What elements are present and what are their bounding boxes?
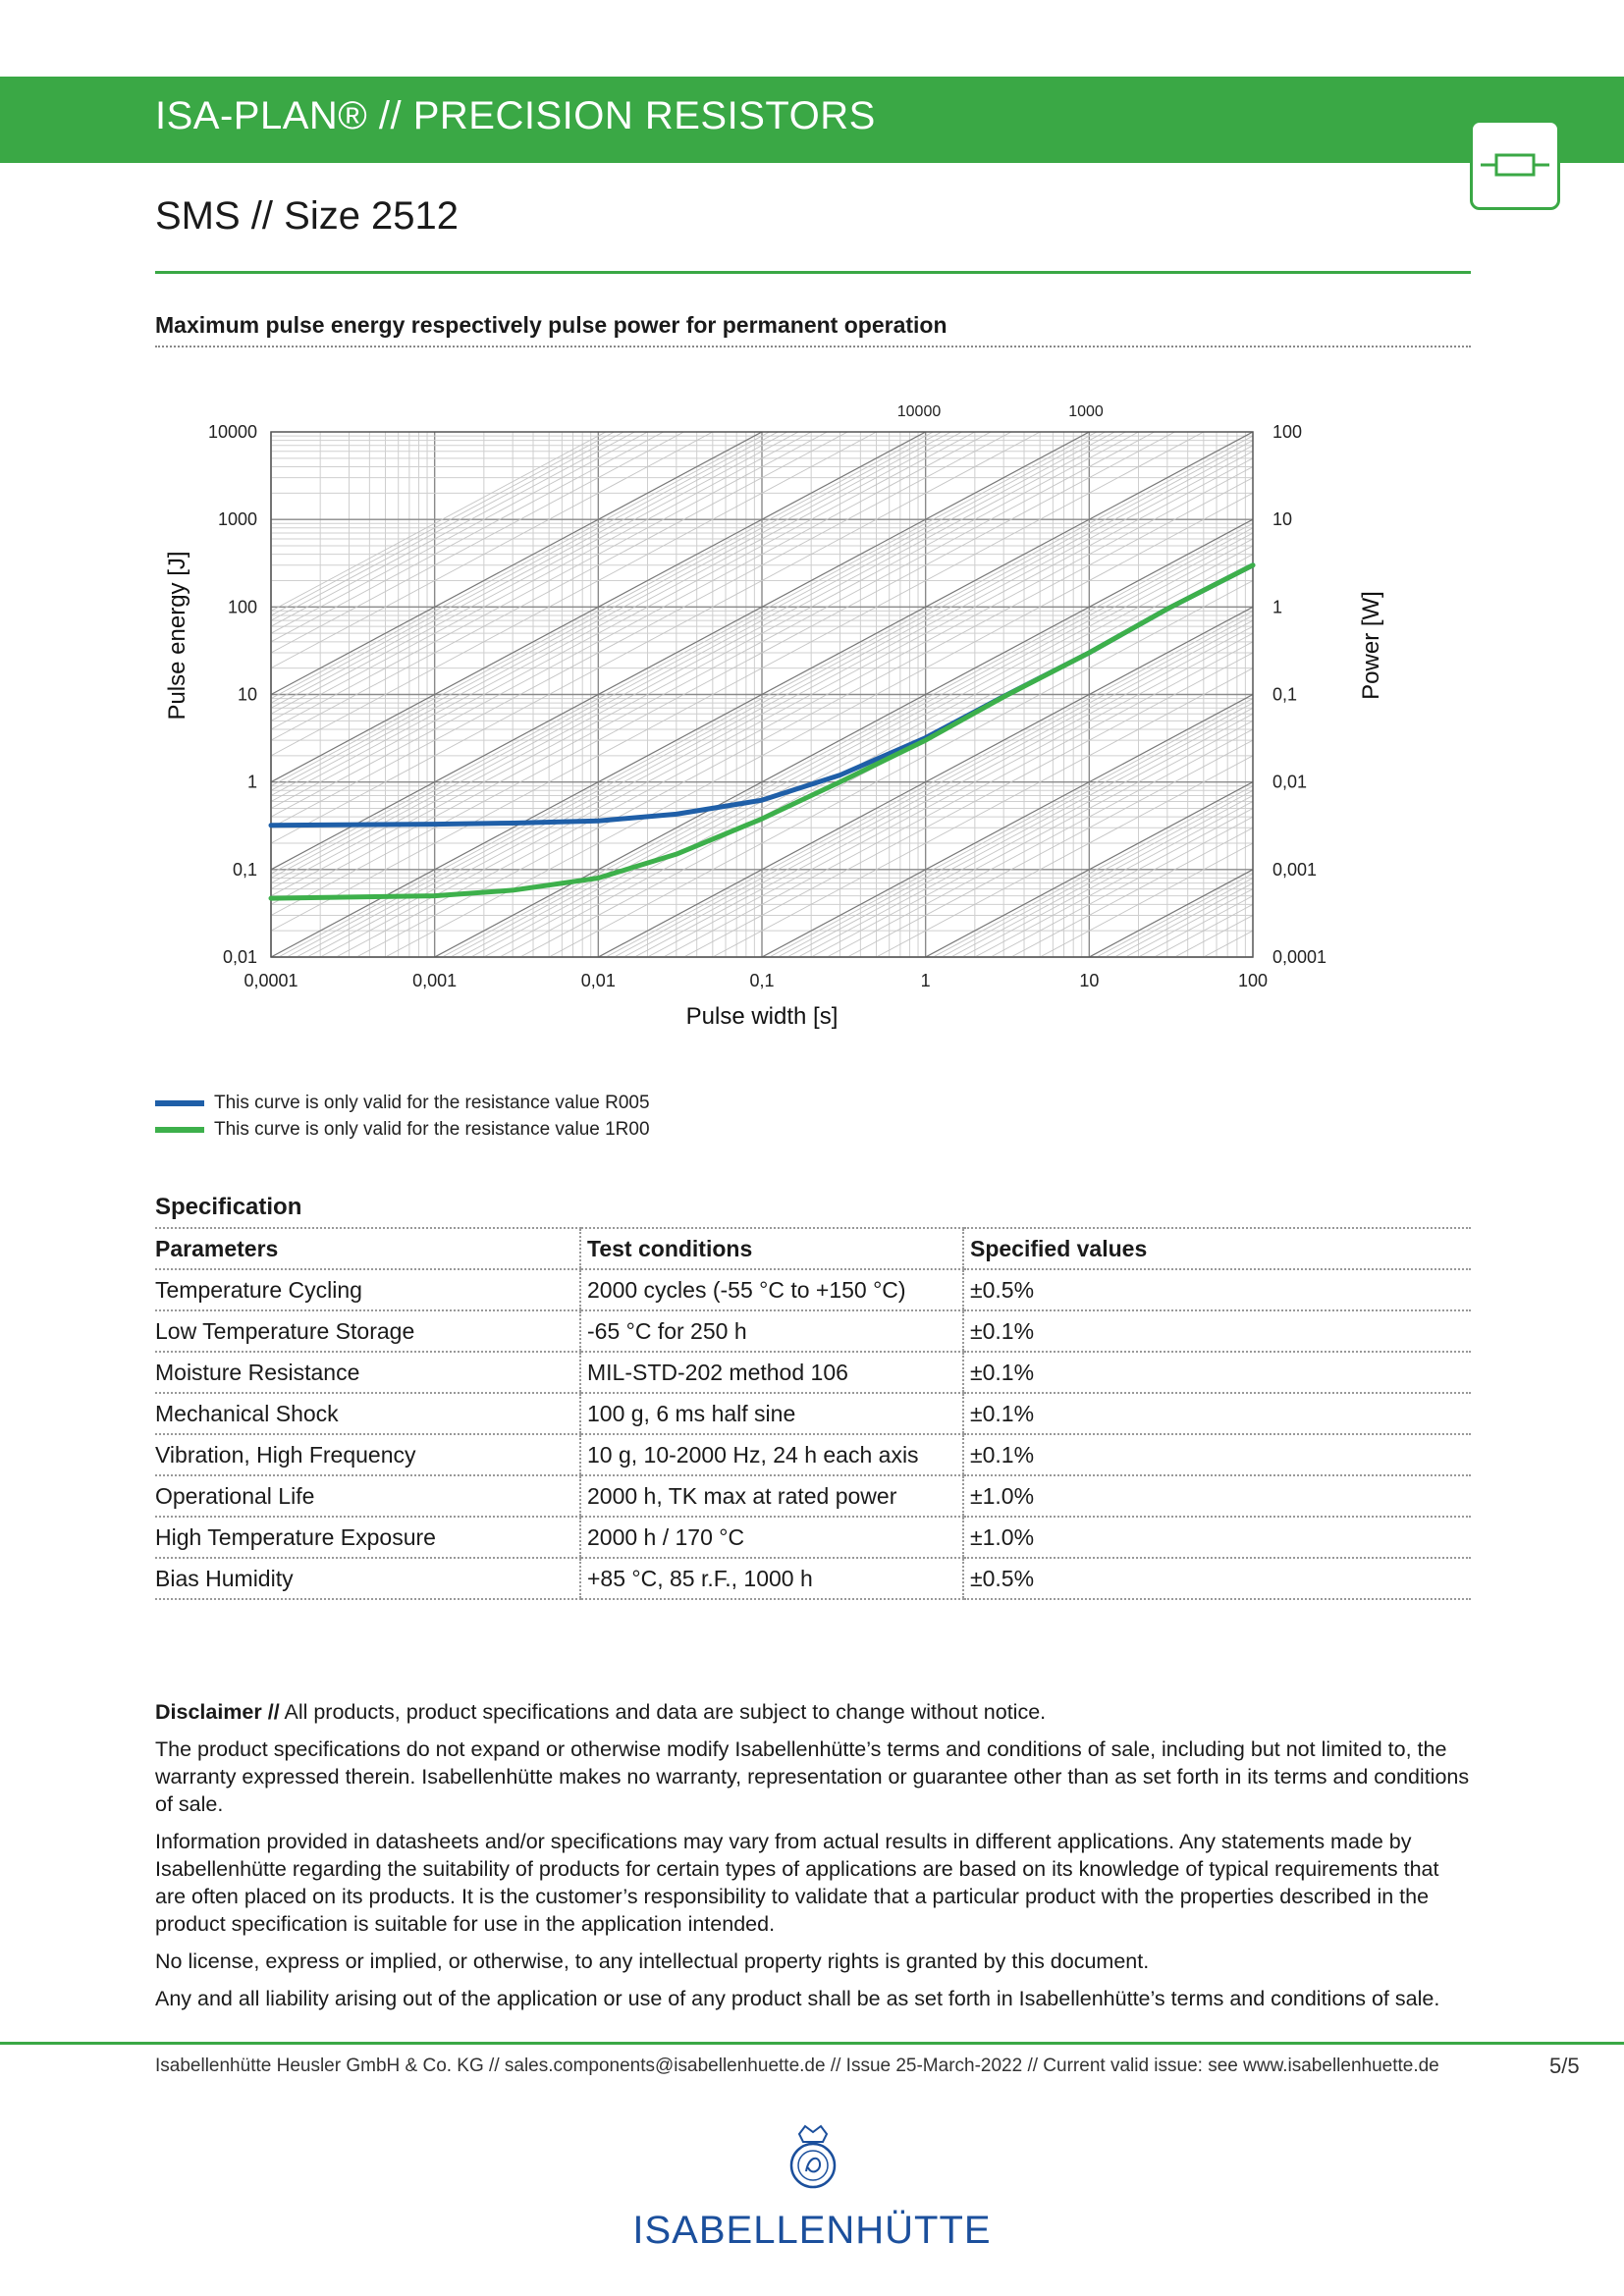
header-title: ISA-PLAN® // PRECISION RESISTORS	[155, 94, 876, 137]
y-right-tick-label: 10	[1272, 509, 1293, 530]
y-right-tick-label: 1	[1272, 597, 1283, 617]
legend-label: This curve is only valid for the resistance value R005	[214, 1093, 650, 1113]
footer-divider	[0, 2042, 1624, 2045]
cell: 10 g, 10-2000 Hz, 24 h each axis	[580, 1434, 963, 1475]
y-right-tick-label: 0,01	[1272, 772, 1308, 792]
y-tick-label: 100	[227, 597, 257, 617]
cell: Moisture Resistance	[155, 1352, 580, 1393]
cell: 100 g, 6 ms half sine	[580, 1393, 963, 1434]
disclaimer-first: All products, product specifications and data are subject to change without notice.	[279, 1700, 1047, 1724]
cell: ±1.0%	[963, 1475, 1471, 1517]
cell: Vibration, High Frequency	[155, 1434, 580, 1475]
table-row	[155, 1558, 1471, 1599]
cell: Low Temperature Storage	[155, 1310, 580, 1352]
y-right-tick-label: 0,001	[1272, 859, 1318, 880]
legend-swatch	[155, 1127, 204, 1133]
x-tick-label: 100	[1237, 971, 1269, 990]
footer-text: Isabellenhütte Heusler GmbH & Co. KG // sales.components@isabellenhuette.de // Issue 25-March-2022 // Current valid issue: see www.isabellenhuette.de	[155, 2056, 1439, 2076]
cell: ±0.1%	[963, 1393, 1471, 1434]
y-right-tick-label: 0,0001	[1272, 947, 1327, 967]
table-row	[155, 1310, 1471, 1352]
table-row	[155, 1393, 1471, 1434]
y-tick-label: 0,01	[222, 947, 257, 967]
pulse-energy-chart	[147, 393, 1424, 1060]
isabellenhuette-crest-icon	[776, 2120, 850, 2204]
y-tick-label: 1	[246, 772, 257, 792]
spec-title: Specification	[155, 1194, 302, 1220]
y-tick-label: 0,1	[232, 859, 257, 880]
chart-section-title: Maximum pulse energy respectively pulse power for permanent operation	[155, 312, 947, 338]
x-tick-label: 0,1	[749, 971, 775, 990]
disclaimer-lead: Disclaimer //	[155, 1700, 280, 1724]
cell: 2000 cycles (-55 °C to +150 °C)	[580, 1269, 963, 1310]
y-tick-label: 1000	[217, 509, 257, 530]
y-tick-label: 10000	[207, 422, 257, 442]
spec-table	[155, 1227, 1471, 1600]
legend-item-1r00	[155, 1119, 650, 1141]
disclaimer	[155, 1698, 1471, 2022]
power-line	[271, 1048, 1253, 1060]
resistor-symbol-icon	[1470, 120, 1560, 210]
cell: High Temperature Exposure	[155, 1517, 580, 1558]
y-right-axis-title: Power [W]	[1358, 591, 1384, 700]
disclaimer-paragraph: No license, express or implied, or otherwise, to any intellectual property rights is granted by this document.	[155, 1949, 1150, 1973]
divider	[155, 346, 1471, 347]
cell: 2000 h / 170 °C	[580, 1517, 963, 1558]
cell: ±1.0%	[963, 1517, 1471, 1558]
page-number: 5/5	[1549, 2054, 1580, 2078]
cell: ±0.1%	[963, 1434, 1471, 1475]
cell: ±0.5%	[963, 1269, 1471, 1310]
legend-item-r005	[155, 1093, 650, 1114]
table-row	[155, 1434, 1471, 1475]
power-line	[271, 1044, 1253, 1060]
x-tick-label: 10	[1079, 971, 1100, 990]
y-tick-label: 10	[237, 684, 257, 705]
top-power-label: 10000	[896, 403, 942, 420]
cell: ±0.1%	[963, 1310, 1471, 1352]
cell: ±0.1%	[963, 1352, 1471, 1393]
cell: ±0.5%	[963, 1558, 1471, 1599]
product-subtitle: SMS // Size 2512	[155, 194, 460, 238]
divider	[155, 271, 1471, 274]
table-row	[155, 1517, 1471, 1558]
legend-swatch	[155, 1100, 204, 1106]
y-axis-title: Pulse energy [J]	[164, 551, 190, 721]
power-line	[271, 1053, 1253, 1060]
table-row	[155, 1475, 1471, 1517]
cell: Operational Life	[155, 1475, 580, 1517]
disclaimer-paragraph: Information provided in datasheets and/or specifications may vary from actual results in different applications. Any statements made by Isabellenhütte regarding the suitability of products for certain types of applications are based on its knowledge of typical requirements that are often placed on its products. It is the customer’s responsibility to validate that a particular product with the properties described in the product specification is suitable for use in the application intended.	[155, 1830, 1439, 1936]
y-right-tick-label: 100	[1272, 422, 1303, 442]
top-power-label: 1000	[1068, 403, 1104, 420]
table-row	[155, 1352, 1471, 1393]
disclaimer-paragraph: The product specifications do not expand or otherwise modify Isabellenhütte’s terms and conditions of sale, including but not limited to, the warranty expressed therein. Isabellenhütte makes no warranty, representation or guarantee other than as set forth in its terms and conditions of sale.	[155, 1737, 1470, 1816]
x-axis-title: Pulse width [s]	[685, 1003, 839, 1030]
column-header: Test conditions	[580, 1228, 963, 1269]
disclaimer-paragraph: Any and all liability arising out of the application or use of any product shall be as set forth in Isabellenhütte’s terms and conditions of sale.	[155, 1987, 1440, 2010]
legend-label: This curve is only valid for the resistance value 1R00	[214, 1119, 650, 1140]
cell: Bias Humidity	[155, 1558, 580, 1599]
x-tick-label: 0,0001	[244, 971, 298, 990]
y-right-tick-label: 0,1	[1272, 684, 1298, 705]
x-tick-label: 0,001	[412, 971, 458, 990]
cell: +85 °C, 85 r.F., 1000 h	[580, 1558, 963, 1599]
cell: -65 °C for 250 h	[580, 1310, 963, 1352]
cell: 2000 h, TK max at rated power	[580, 1475, 963, 1517]
x-tick-label: 1	[920, 971, 931, 990]
table-header-row	[155, 1228, 1471, 1269]
power-line	[271, 1058, 1253, 1060]
x-tick-label: 0,01	[580, 971, 616, 990]
cell: Temperature Cycling	[155, 1269, 580, 1310]
cell: MIL-STD-202 method 106	[580, 1352, 963, 1393]
column-header: Parameters	[155, 1228, 580, 1269]
column-header: Specified values	[963, 1228, 1471, 1269]
disclaimer-intro	[155, 1698, 1471, 1726]
table-row	[155, 1269, 1471, 1310]
company-logo-text: ISABELLENHÜTTE	[632, 2209, 992, 2252]
cell: Mechanical Shock	[155, 1393, 580, 1434]
